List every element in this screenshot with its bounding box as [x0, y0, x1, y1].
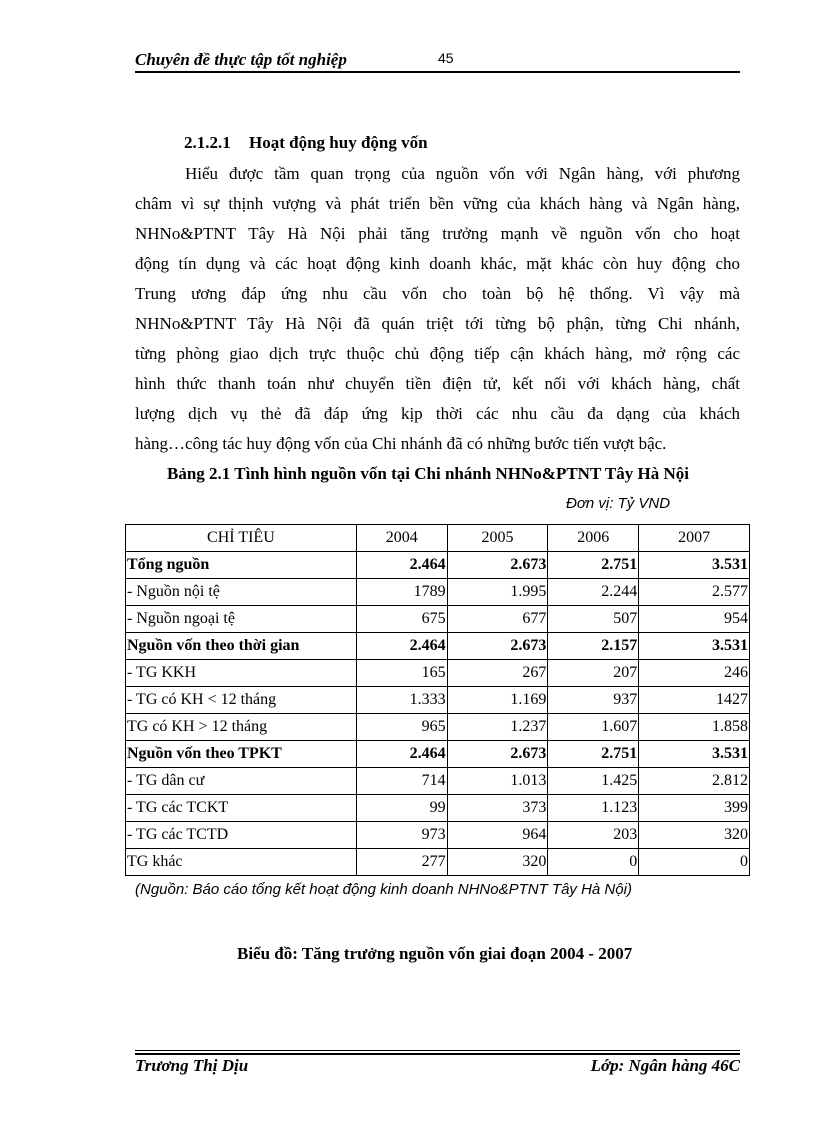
paragraph-line: lượng dịch vụ thẻ đã đáp ứng kịp thời các nhu cầu đa dạng của khách [135, 404, 740, 423]
row-label: - TG KKH [126, 660, 357, 687]
table-row [126, 741, 750, 768]
section-heading [184, 133, 428, 153]
cell-value: 1.995 [447, 579, 548, 606]
cell-value: 2.673 [447, 552, 548, 579]
paragraph-line: Trung ương đáp ứng nhu cầu vốn cho toàn bộ hệ thống. Vì vậy mà [135, 284, 740, 303]
cell-value: 677 [447, 606, 548, 633]
header-title: Chuyên đề thực tập tốt nghiệp [135, 50, 347, 69]
table-row [126, 822, 750, 849]
cell-value: 2.157 [548, 633, 639, 660]
row-label: TG có KH > 12 tháng [126, 714, 357, 741]
footer-author: Trương Thị Dịu [135, 1056, 249, 1075]
paragraph-line: động tín dụng và các hoạt động kinh doanh khác, mặt khác còn huy động cho [135, 254, 740, 273]
cell-value: 507 [548, 606, 639, 633]
table-row [126, 795, 750, 822]
column-header: CHỈ TIÊU [126, 525, 357, 552]
cell-value: 246 [639, 660, 750, 687]
paragraph-line: NHNo&PTNT Tây Hà Nội phải tăng trưởng mạnh về nguồn vốn cho hoạt [135, 224, 740, 243]
paragraph-line: châm vì sự thịnh vượng và phát triển bền vững của khách hàng và Ngân hàng, [135, 194, 740, 213]
cell-value: 1.169 [447, 687, 548, 714]
paragraph-line: hàng…công tác huy động vốn của Chi nhánh đã có những bước tiến vượt bậc. [135, 434, 667, 453]
cell-value: 2.751 [548, 552, 639, 579]
table-row [126, 714, 750, 741]
row-label: - TG các TCKT [126, 795, 357, 822]
capital-table [125, 524, 750, 876]
row-label: Nguồn vốn theo thời gian [126, 633, 357, 660]
cell-value: 964 [447, 822, 548, 849]
cell-value: 675 [356, 606, 447, 633]
cell-value: 0 [639, 849, 750, 876]
cell-value: 320 [639, 822, 750, 849]
cell-value: 2.751 [548, 741, 639, 768]
table-row [126, 606, 750, 633]
paragraph-line: hình thức thanh toán như chuyển tiền điện tử, kết nối với khách hàng, chất [135, 374, 740, 393]
cell-value: 267 [447, 660, 548, 687]
column-header: 2006 [548, 525, 639, 552]
cell-value: 2.577 [639, 579, 750, 606]
cell-value: 965 [356, 714, 447, 741]
cell-value: 2.812 [639, 768, 750, 795]
table-row [126, 849, 750, 876]
row-label: TG khác [126, 849, 357, 876]
table-row [126, 768, 750, 795]
cell-value: 2.464 [356, 633, 447, 660]
cell-value: 1.237 [447, 714, 548, 741]
paragraph-line: NHNo&PTNT Tây Hà Nội đã quán triệt tới từng bộ phận, từng Chi nhánh, [135, 314, 740, 333]
cell-value: 3.531 [639, 552, 750, 579]
table-row [126, 687, 750, 714]
cell-value: 2.244 [548, 579, 639, 606]
cell-value: 0 [548, 849, 639, 876]
cell-value: 954 [639, 606, 750, 633]
table-row [126, 660, 750, 687]
footer-divider [135, 1053, 740, 1055]
cell-value: 3.531 [639, 741, 750, 768]
table-unit: Đơn vị: Tỷ VND [566, 495, 671, 512]
cell-value: 937 [548, 687, 639, 714]
cell-value: 714 [356, 768, 447, 795]
table-caption: Bảng 2.1 Tình hình nguồn vốn tại Chi nhánh NHNo&PTNT Tây Hà Nội [167, 464, 689, 483]
row-label: - Nguồn nội tệ [126, 579, 357, 606]
table-row [126, 579, 750, 606]
cell-value: 1.333 [356, 687, 447, 714]
cell-value: 1.425 [548, 768, 639, 795]
table-row [126, 552, 750, 579]
cell-value: 1.858 [639, 714, 750, 741]
column-header: 2007 [639, 525, 750, 552]
row-label: Nguồn vốn theo TPKT [126, 741, 357, 768]
chart-title: Biểu đồ: Tăng trưởng nguồn vốn giai đoạn 2004 - 2007 [237, 944, 633, 963]
cell-value: 2.673 [447, 741, 548, 768]
cell-value: 320 [447, 849, 548, 876]
cell-value: 373 [447, 795, 548, 822]
cell-value: 973 [356, 822, 447, 849]
table-row [126, 633, 750, 660]
cell-value: 1.013 [447, 768, 548, 795]
row-label: - TG dân cư [126, 768, 357, 795]
table-source: (Nguồn: Báo cáo tổng kết hoạt động kinh doanh NHNo&PTNT Tây Hà Nội) [135, 881, 632, 898]
section-title: Hoạt động huy động vốn [249, 133, 428, 152]
page-number: 45 [438, 50, 454, 66]
cell-value: 1.607 [548, 714, 639, 741]
paragraph-line: Hiểu được tầm quan trọng của nguồn vốn với Ngân hàng, với phương [185, 164, 740, 183]
header-divider [135, 71, 740, 73]
column-header: 2004 [356, 525, 447, 552]
cell-value: 399 [639, 795, 750, 822]
section-number: 2.1.2.1 [184, 133, 231, 152]
cell-value: 165 [356, 660, 447, 687]
cell-value: 3.531 [639, 633, 750, 660]
cell-value: 1789 [356, 579, 447, 606]
table-header-row [126, 525, 750, 552]
footer-divider [135, 1050, 740, 1051]
row-label: - Nguồn ngoại tệ [126, 606, 357, 633]
row-label: Tổng nguồn [126, 552, 357, 579]
paragraph-line: từng phòng giao dịch trực thuộc chủ động tiếp cận khách hàng, mở rộng các [135, 344, 740, 363]
cell-value: 2.464 [356, 552, 447, 579]
cell-value: 203 [548, 822, 639, 849]
footer-class: Lớp: Ngân hàng 46C [590, 1056, 740, 1075]
cell-value: 1427 [639, 687, 750, 714]
cell-value: 2.673 [447, 633, 548, 660]
cell-value: 1.123 [548, 795, 639, 822]
row-label: - TG các TCTD [126, 822, 357, 849]
cell-value: 2.464 [356, 741, 447, 768]
row-label: - TG có KH < 12 tháng [126, 687, 357, 714]
cell-value: 99 [356, 795, 447, 822]
body-paragraph [135, 159, 740, 459]
cell-value: 207 [548, 660, 639, 687]
column-header: 2005 [447, 525, 548, 552]
cell-value: 277 [356, 849, 447, 876]
